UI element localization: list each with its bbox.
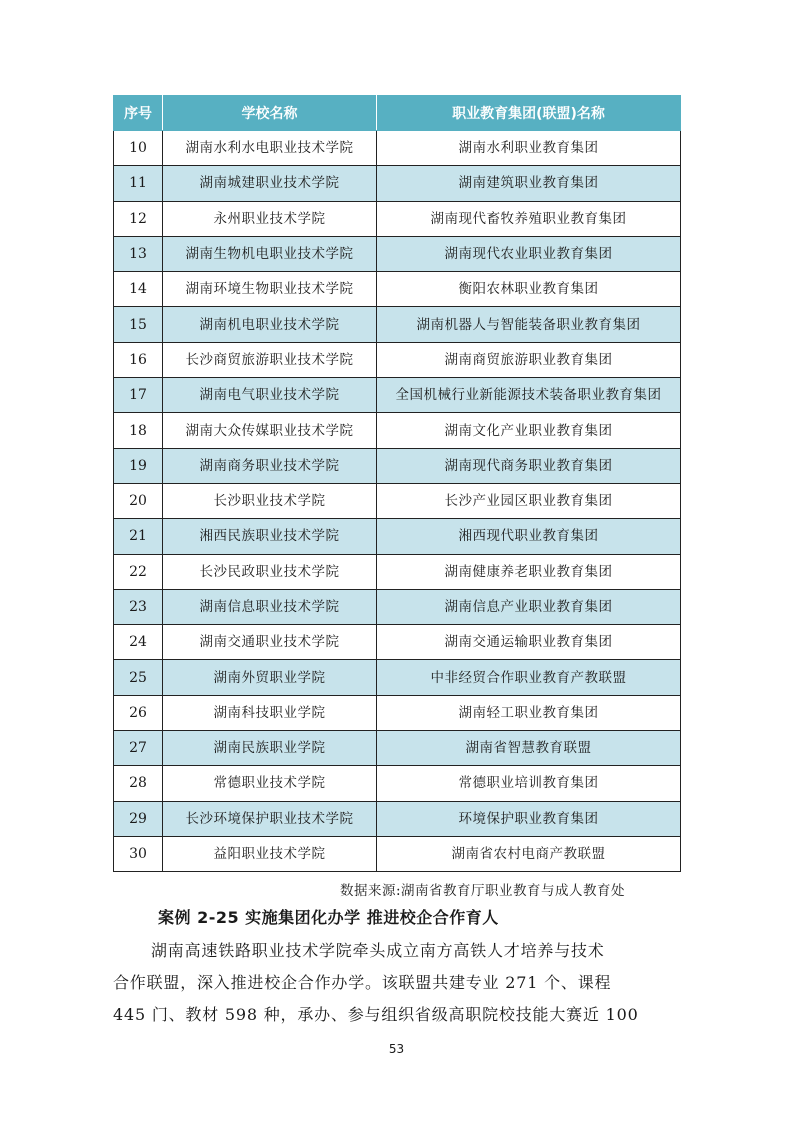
row-index: 14 [114, 272, 163, 307]
school-name: 湖南水利水电职业技术学院 [163, 131, 377, 166]
group-name: 环境保护职业教育集团 [377, 801, 681, 836]
table-row [114, 625, 681, 660]
row-index: 20 [114, 483, 163, 518]
school-name: 湖南生物机电职业技术学院 [163, 236, 377, 271]
group-name: 湖南信息产业职业教育集团 [377, 589, 681, 624]
paragraph-line: 湖南高速铁路职业技术学院牵头成立南方高铁人才培养与技术 [151, 941, 605, 960]
table-row [114, 836, 681, 871]
row-index: 26 [114, 695, 163, 730]
row-index: 24 [114, 625, 163, 660]
case-title: 案例 2-25 实施集团化办学 推进校企合作育人 [158, 908, 499, 927]
table-row [114, 554, 681, 589]
case-paragraph [113, 935, 681, 1031]
row-index: 22 [114, 554, 163, 589]
school-name: 湖南信息职业技术学院 [163, 589, 377, 624]
group-name: 长沙产业园区职业教育集团 [377, 483, 681, 518]
group-name: 湖南轻工职业教育集团 [377, 695, 681, 730]
school-name: 湖南环境生物职业技术学院 [163, 272, 377, 307]
school-name: 湖南大众传媒职业技术学院 [163, 413, 377, 448]
group-name: 湖南机器人与智能装备职业教育集团 [377, 307, 681, 342]
table-row [114, 519, 681, 554]
page-number: 53 [388, 1042, 405, 1056]
header-group: 职业教育集团(联盟)名称 [377, 96, 681, 131]
table-row [114, 378, 681, 413]
school-name: 长沙职业技术学院 [163, 483, 377, 518]
row-index: 16 [114, 342, 163, 377]
table-row [114, 413, 681, 448]
school-name: 湖南交通职业技术学院 [163, 625, 377, 660]
group-name: 湖南省农村电商产教联盟 [377, 836, 681, 871]
group-name: 湖南交通运输职业教育集团 [377, 625, 681, 660]
table-row [114, 766, 681, 801]
row-index: 21 [114, 519, 163, 554]
group-name: 湖南建筑职业教育集团 [377, 166, 681, 201]
table-row [114, 307, 681, 342]
school-name: 湖南电气职业技术学院 [163, 378, 377, 413]
school-name: 长沙民政职业技术学院 [163, 554, 377, 589]
row-index: 19 [114, 448, 163, 483]
row-index: 23 [114, 589, 163, 624]
data-source-note: 数据来源:湖南省教育厅职业教育与成人教育处 [340, 883, 626, 899]
table-row [114, 731, 681, 766]
school-name: 湖南外贸职业学院 [163, 660, 377, 695]
row-index: 25 [114, 660, 163, 695]
header-index: 序号 [114, 96, 163, 131]
table-row [114, 342, 681, 377]
group-name: 衡阳农林职业教育集团 [377, 272, 681, 307]
group-name: 中非经贸合作职业教育产教联盟 [377, 660, 681, 695]
school-name: 湖南科技职业学院 [163, 695, 377, 730]
vocational-group-table [113, 95, 681, 872]
group-name: 湖南文化产业职业教育集团 [377, 413, 681, 448]
group-name: 湖南省智慧教育联盟 [377, 731, 681, 766]
table-header-row [114, 96, 681, 131]
school-name: 永州职业技术学院 [163, 201, 377, 236]
school-name: 常德职业技术学院 [163, 766, 377, 801]
table-row [114, 589, 681, 624]
row-index: 27 [114, 731, 163, 766]
table-body [114, 131, 681, 872]
school-name: 长沙商贸旅游职业技术学院 [163, 342, 377, 377]
group-name: 湖南健康养老职业教育集团 [377, 554, 681, 589]
group-name: 湖南现代商务职业教育集团 [377, 448, 681, 483]
table-row [114, 483, 681, 518]
school-name: 长沙环境保护职业技术学院 [163, 801, 377, 836]
school-name: 湖南民族职业学院 [163, 731, 377, 766]
paragraph-line: 445 门、教材 598 种，承办、参与组织省级高职院校技能大赛近 100 [113, 1005, 639, 1024]
row-index: 30 [114, 836, 163, 871]
header-school: 学校名称 [163, 96, 377, 131]
school-name: 湖南商务职业技术学院 [163, 448, 377, 483]
row-index: 17 [114, 378, 163, 413]
group-name: 湖南水利职业教育集团 [377, 131, 681, 166]
table-row [114, 236, 681, 271]
row-index: 13 [114, 236, 163, 271]
table-row [114, 166, 681, 201]
row-index: 18 [114, 413, 163, 448]
school-name: 益阳职业技术学院 [163, 836, 377, 871]
table-row [114, 201, 681, 236]
table-row [114, 272, 681, 307]
group-name: 全国机械行业新能源技术装备职业教育集团 [377, 378, 681, 413]
table-row [114, 131, 681, 166]
school-name: 湘西民族职业技术学院 [163, 519, 377, 554]
row-index: 28 [114, 766, 163, 801]
group-name: 湖南商贸旅游职业教育集团 [377, 342, 681, 377]
row-index: 29 [114, 801, 163, 836]
row-index: 11 [114, 166, 163, 201]
group-name: 湖南现代畜牧养殖职业教育集团 [377, 201, 681, 236]
paragraph-line: 合作联盟，深入推进校企合作办学。该联盟共建专业 271 个、课程 [113, 973, 612, 992]
group-name: 湖南现代农业职业教育集团 [377, 236, 681, 271]
row-index: 15 [114, 307, 163, 342]
table-row [114, 660, 681, 695]
school-name: 湖南城建职业技术学院 [163, 166, 377, 201]
row-index: 10 [114, 131, 163, 166]
table-row [114, 801, 681, 836]
group-name: 常德职业培训教育集团 [377, 766, 681, 801]
table-row [114, 448, 681, 483]
school-name: 湖南机电职业技术学院 [163, 307, 377, 342]
row-index: 12 [114, 201, 163, 236]
group-name: 湘西现代职业教育集团 [377, 519, 681, 554]
table-row [114, 695, 681, 730]
